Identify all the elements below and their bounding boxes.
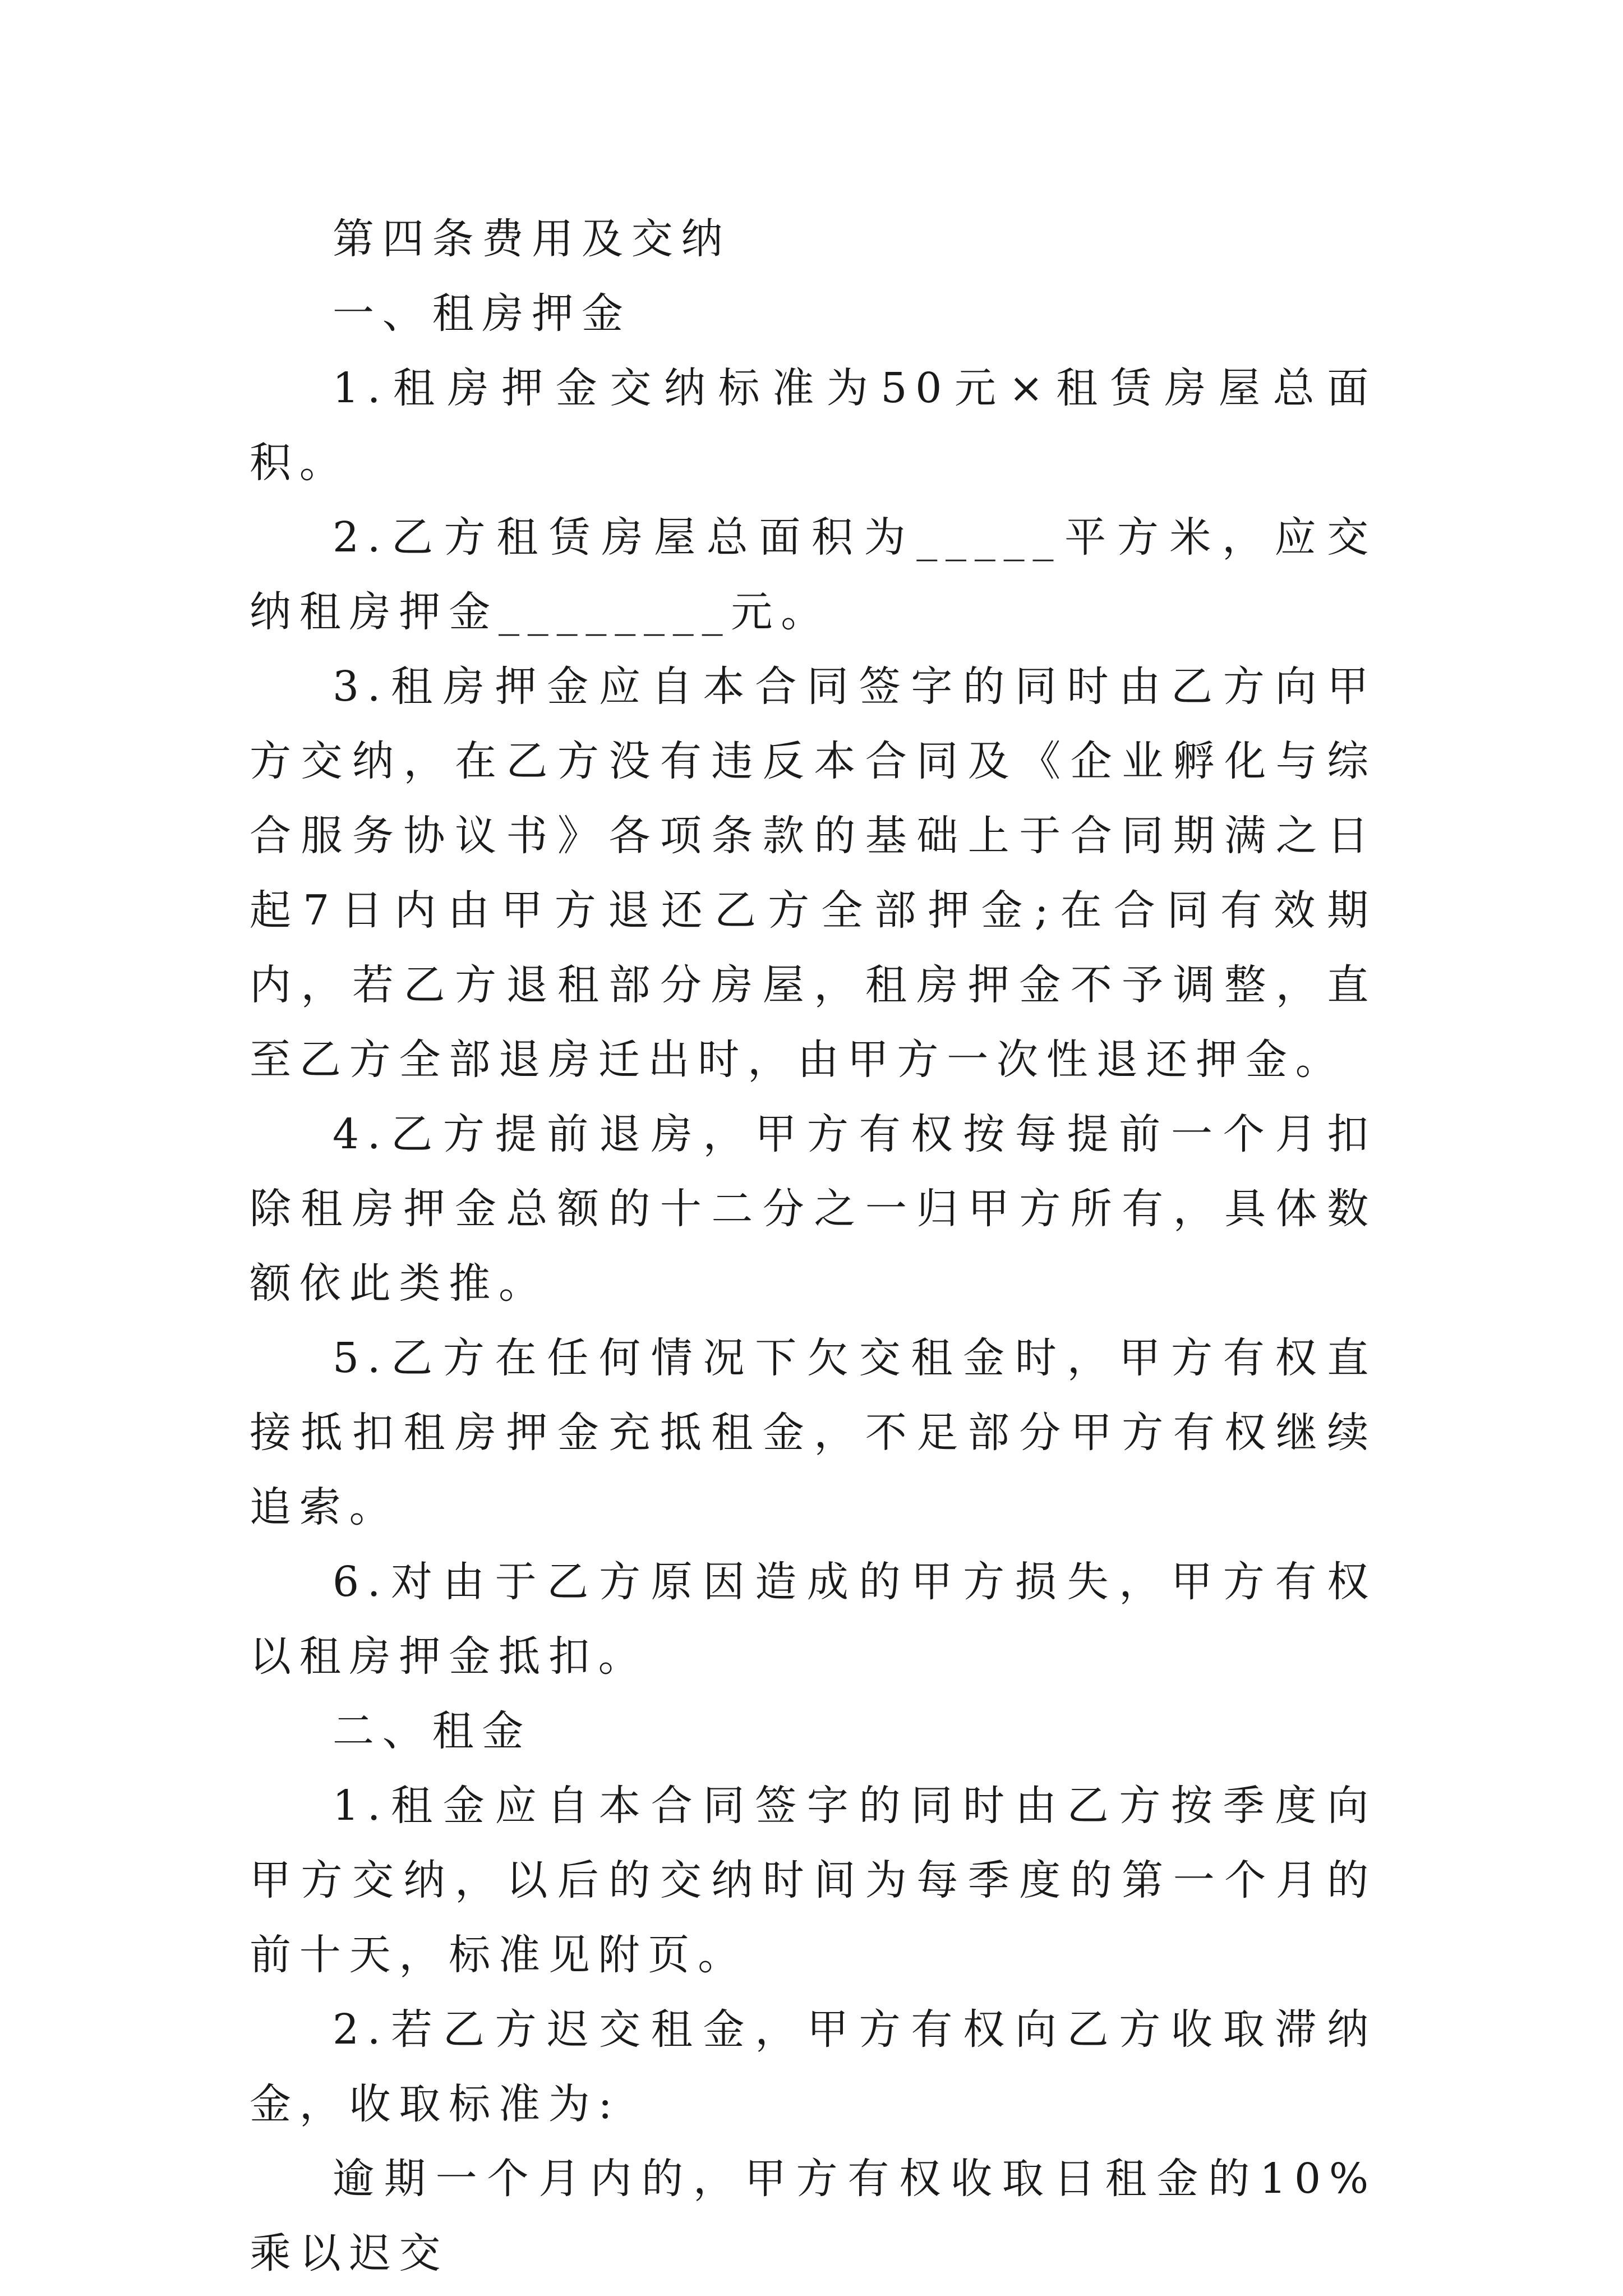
paragraph: 3.租房押金应自本合同签字的同时由乙方向甲方交纳，在乙方没有违反本合同及《企业孵化与综合服务协议书》各项条款的基础上于合同期满之日起7日内由甲方退还乙方全部押金;在合同有效期内，若乙方退租部分房屋，租房押金不予调整，直至乙方全部退房迁出时，由甲方一次性退还押金。 <box>250 662 1377 1084</box>
section-heading-rent: 二、租金 <box>333 1707 532 1755</box>
paragraph: 1.租金应自本合同签字的同时由乙方按季度向甲方交纳，以后的交纳时间为每季度的第一个月的前十天，标准见附页。 <box>250 1782 1377 1979</box>
paragraph: 1.租房押金交纳标准为50元×租赁房屋总面积。 <box>250 364 1377 487</box>
paragraph: 5.乙方在任何情况下欠交租金时，甲方有权直接抵扣租房押金充抵租金，不足部分甲方有权继续追索。 <box>250 1334 1377 1531</box>
paragraph: 2.乙方租赁房屋总面积为_____平方米，应交纳租房押金________元。 <box>250 513 1377 636</box>
paragraph: 4.乙方提前退房，甲方有权按每提前一个月扣除租房押金总额的十二分之一归甲方所有，具体数额依此类推。 <box>250 1110 1377 1308</box>
paragraph: 逾期一个月内的，甲方有权收取日租金的10%乘以迟交 <box>250 2155 1377 2277</box>
article-heading: 第四条费用及交纳 <box>333 215 731 263</box>
paragraph: 6.对由于乙方原因造成的甲方损失，甲方有权以租房押金抵扣。 <box>250 1558 1377 1681</box>
paragraph: 2.若乙方迟交租金，甲方有权向乙方收取滞纳金，收取标准为: <box>250 2005 1377 2128</box>
section-heading-deposit: 一、租房押金 <box>333 289 631 338</box>
document-body <box>250 202 1377 2291</box>
